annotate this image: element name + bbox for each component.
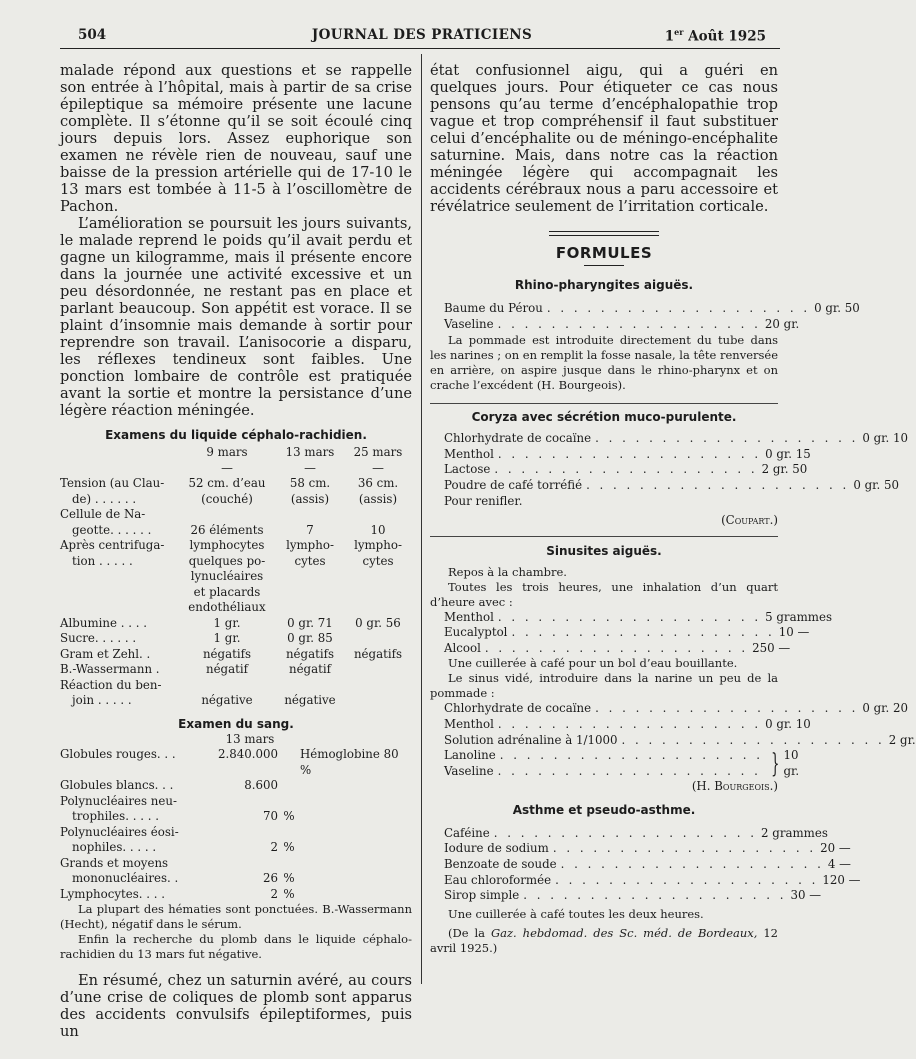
csf-table — [60, 445, 412, 709]
journal-title: JOURNAL DES PRATICIENS — [311, 27, 533, 43]
asthma-formula — [444, 825, 861, 904]
csf-date-row: 9 mars 13 mars 25 mars — [206, 445, 403, 459]
divider — [430, 403, 778, 404]
formula-line: Iodure de sodium . . . . . . . . . . . . . . . . . . . . 20 — — [444, 841, 851, 856]
formula-line: Benzoate de soude . . . . . . . . . . . . . . . . . . . . 4 — — [444, 857, 851, 871]
table-row: Polynucléaires neu- trophiles. . . . . 70 % — [60, 793, 295, 823]
page-number: 504 — [78, 27, 107, 43]
coryza-author: (Coupart.) — [721, 513, 778, 528]
table-row: Lymphocytes. . . . 2 % — [60, 886, 295, 901]
brace-icon: } — [771, 748, 780, 779]
issue-date: 1er Août 1925 — [664, 27, 766, 45]
column-divider — [421, 54, 422, 984]
table-row: Gram et Zehl. . négatifs négatifs négatifs — [60, 646, 403, 661]
table-row: Globules rouges. . . 2.840.000 Hémoglobine 80 % — [60, 747, 399, 777]
formula-line: Solution adrénaline à 1/1000 . . . . . . . . . . . . . . . . . . . . 2 gr. — [444, 732, 916, 747]
paragraph-2: L’amélioration se poursuit les jours suivants, le malade reprend le poids qu’il avait perdu et gagne un kilogramme, mais il présente encore dans la journée une activité excessive et un peu désordonnée, ne restant pas en place et parlant beaucoup. Son appétit est vorace. Il se plaint d’insomnie mais demande à sortir pour reprendre son travail. L’anisocorie a disparu, les réflexes tendineux sont faibles. Une ponction lombaire de contrôle est pratiquée avant la sortie et montre la persistance d’une légère réaction méningée. — [60, 215, 412, 419]
formula-line: Sirop simple . . . . . . . . . . . . . . . . . . . . 30 — — [444, 888, 822, 903]
formula-line: Eau chloroformée . . . . . . . . . . . . . . . . . . . . 120 — — [444, 872, 861, 887]
table-row: B.-Wassermann . négatif négatif — [60, 662, 332, 676]
formula-line: Alcool . . . . . . . . . . . . . . . . . . . . 250 — — [444, 640, 791, 655]
coryza-title: Coryza avec sécrétion muco-purulente. — [471, 410, 737, 425]
sinus-author: (H. Bourgeois.) — [691, 779, 778, 794]
right-column — [430, 62, 916, 956]
paragraph-continued: état confusionnel aigu, qui a guéri en quelques jours. Pour étiqueter ce cas nous pensons qu’au terme d’encéphalopathie trop vague et trop compréhensif il faut substituer celui d’encéphalite ou de méningo-encéphalite saturnine. Mais, dans notre cas la réaction méningée légère qui accompagnait les accidents cérébraux nous a paru accessoire et révélatrice seulement de l’irritation corticale. — [430, 62, 778, 215]
table-row: Réaction du ben- join . . . . . négative négative — [60, 677, 336, 707]
paragraph-3: En résumé, chez un saturnin avéré, au cours d’une crise de coliques de plomb sont apparus des accidents convulsifs épileptiformes, puis un — [60, 972, 412, 1040]
running-header — [78, 27, 766, 47]
table-row: Grands et moyens mononucléaires. . 26 % — [60, 855, 295, 885]
paragraph-1: malade répond aux questions et se rappelle son entrée à l’hôpital, mais à partir de sa crise épileptique sa mémoire présente une lacune complète. Il s’étonne qu’il se soit écoulé cinq jours depuis lors. Assez euphorique son examen ne révèle rien de nouveau, sauf une baisse de la pression artérielle qui de 17-10 le 13 mars est tombée à 11-5 à l’oscillomètre de Pachon. — [60, 62, 412, 215]
coryza-formula — [444, 431, 909, 509]
left-column — [60, 62, 412, 1040]
section-ornament-rule — [549, 231, 659, 236]
table-row: Après centrifuga- tion . . . . . lymphocytes quelques po- lynucléaires et placards endothéliaux lympho- cytes lympho- cytes — [60, 538, 402, 614]
title-underline — [584, 265, 624, 266]
table-row: Sucre. . . . . . 1 gr. 0 gr. 85 — [60, 631, 333, 645]
formula-line: Baume du Pérou . . . . . . . . . . . . . . . . . . . . 0 gr. 50 — [444, 301, 860, 315]
blood-exam-title: Examen du sang. — [178, 716, 294, 731]
formula-line: Chlorhydrate de cocaïne . . . . . . . . . . . . . . . . . . . . 0 gr. 20 — [444, 701, 909, 716]
rhino-instructions: La pommade est introduite directement du tube dans les narines ; on en remplit la fosse nasale, la tête renversée en arrière, on aspire jusque dans le rhino-pharynx et on crache l’excédent (H. Bourgeois). — [430, 333, 779, 393]
formules-title: FORMULES — [555, 244, 653, 262]
formula-line: Vaseline . . . . . . . . . . . . . . . . . . . . 20 gr. — [444, 316, 800, 331]
blood-table — [60, 732, 412, 903]
formula-line: Menthol . . . . . . . . . . . . . . . . . . . . 5 grammes — [444, 609, 833, 624]
rhino-formula — [444, 301, 860, 332]
formula-line: Poudre de café torréfié . . . . . . . . . . . . . . . . . . . . 0 gr. 50 — [444, 477, 899, 492]
table-row: Albumine . . . . 1 gr. 0 gr. 71 0 gr. 56 — [60, 615, 401, 630]
formula-line: Chlorhydrate de cocaïne . . . . . . . . . . . . . . . . . . . . 0 gr. 10 — [444, 431, 909, 446]
formula-line: Menthol . . . . . . . . . . . . . . . . . . . . 0 gr. 15 — [444, 446, 811, 461]
coryza-usage: Pour renifler. — [444, 493, 523, 508]
table-row: Polynucléaires éosi- nophiles. . . . . 2 % — [60, 824, 295, 854]
asthma-usage: Une cuillerée à café toutes les deux heures. — [448, 906, 704, 921]
formula-line: Caféine . . . . . . . . . . . . . . . . . . . . 2 grammes — [444, 825, 828, 840]
divider — [430, 536, 778, 537]
brace-group: Lanoline . . . . . . . . . . . . . . . . . . . . Vaseline . . . . . . . . . . . . . . . . . . . . } 10 gr. — [444, 748, 800, 779]
header-rule — [60, 48, 780, 49]
table-row: Tension (au Clau- de) . . . . . . 52 cm. d’eau (couché) 58 cm. (assis) 36 cm. (assis) — [60, 476, 399, 506]
table-row: Globules blancs. . . 8.600 — [60, 778, 278, 792]
csf-dash-row: — — — — [221, 460, 384, 475]
rhino-title: Rhino-pharyngites aiguës. — [514, 278, 694, 292]
csf-exam-title: Examens du liquide céphalo-rachidien. — [105, 428, 367, 442]
asthma-title: Asthme et pseudo-asthme. — [512, 802, 696, 817]
blood-note-2: Enfin la recherche du plomb dans le liquide céphalo-rachidien du 13 mars fut négative. — [60, 932, 412, 961]
asthma-source: (De la Gaz. hebdomad. des Sc. méd. de Bordeaux, 12 avril 1925.) — [430, 925, 779, 955]
formula-line: Menthol . . . . . . . . . . . . . . . . . . . . 0 gr. 10 — [444, 716, 811, 731]
blood-note-1: La plupart des hématies sont ponctuées. B.-Wassermann (Hecht), négatif dans le sérum. — [60, 902, 412, 931]
sinus-title: Sinusites aiguës. — [546, 543, 662, 558]
sinus-formula: Repos à la chambre. Toutes les trois heures, une inhalation d’un quart d’heure avec : Menthol . . . . . . . . . . . . . . . . . . . . 5 grammes Eucalyptol . . . . . . . . . . . . . . . . . . . . 10 — Alcool . . . . . . . . . . . . . . . . . . . . 250 — Une cuillerée à café pour un bol d’eau bouillante. Le sinus vidé, introduire dans la narine un peu de la pommade : Chlorhydrate de cocaïne . . . . . . . . . . . . . . . . . . . . 0 gr. 20 Menthol . . . . . . . . . . . . . . . . . . . . 0 gr. 10 Solution adrénaline à 1/1000 . . . . . . . . . . . . . . . . . . . . 2 gr. Lanoline . . . . . . . . . . . . . . . . . . . . Vaseline . . . . . . . . . . . . . . . . . . . . } 10 gr. (H. Bourgeois.) — [430, 564, 916, 794]
table-row: Cellule de Na- geotte. . . . . . 26 éléments 7 10 — [60, 507, 386, 537]
formula-line: Lactose . . . . . . . . . . . . . . . . . . . . 2 gr. 50 — [444, 462, 808, 477]
blood-date: 13 mars — [225, 731, 275, 746]
formula-line: Eucalyptol . . . . . . . . . . . . . . . . . . . . 10 — — [444, 625, 810, 640]
